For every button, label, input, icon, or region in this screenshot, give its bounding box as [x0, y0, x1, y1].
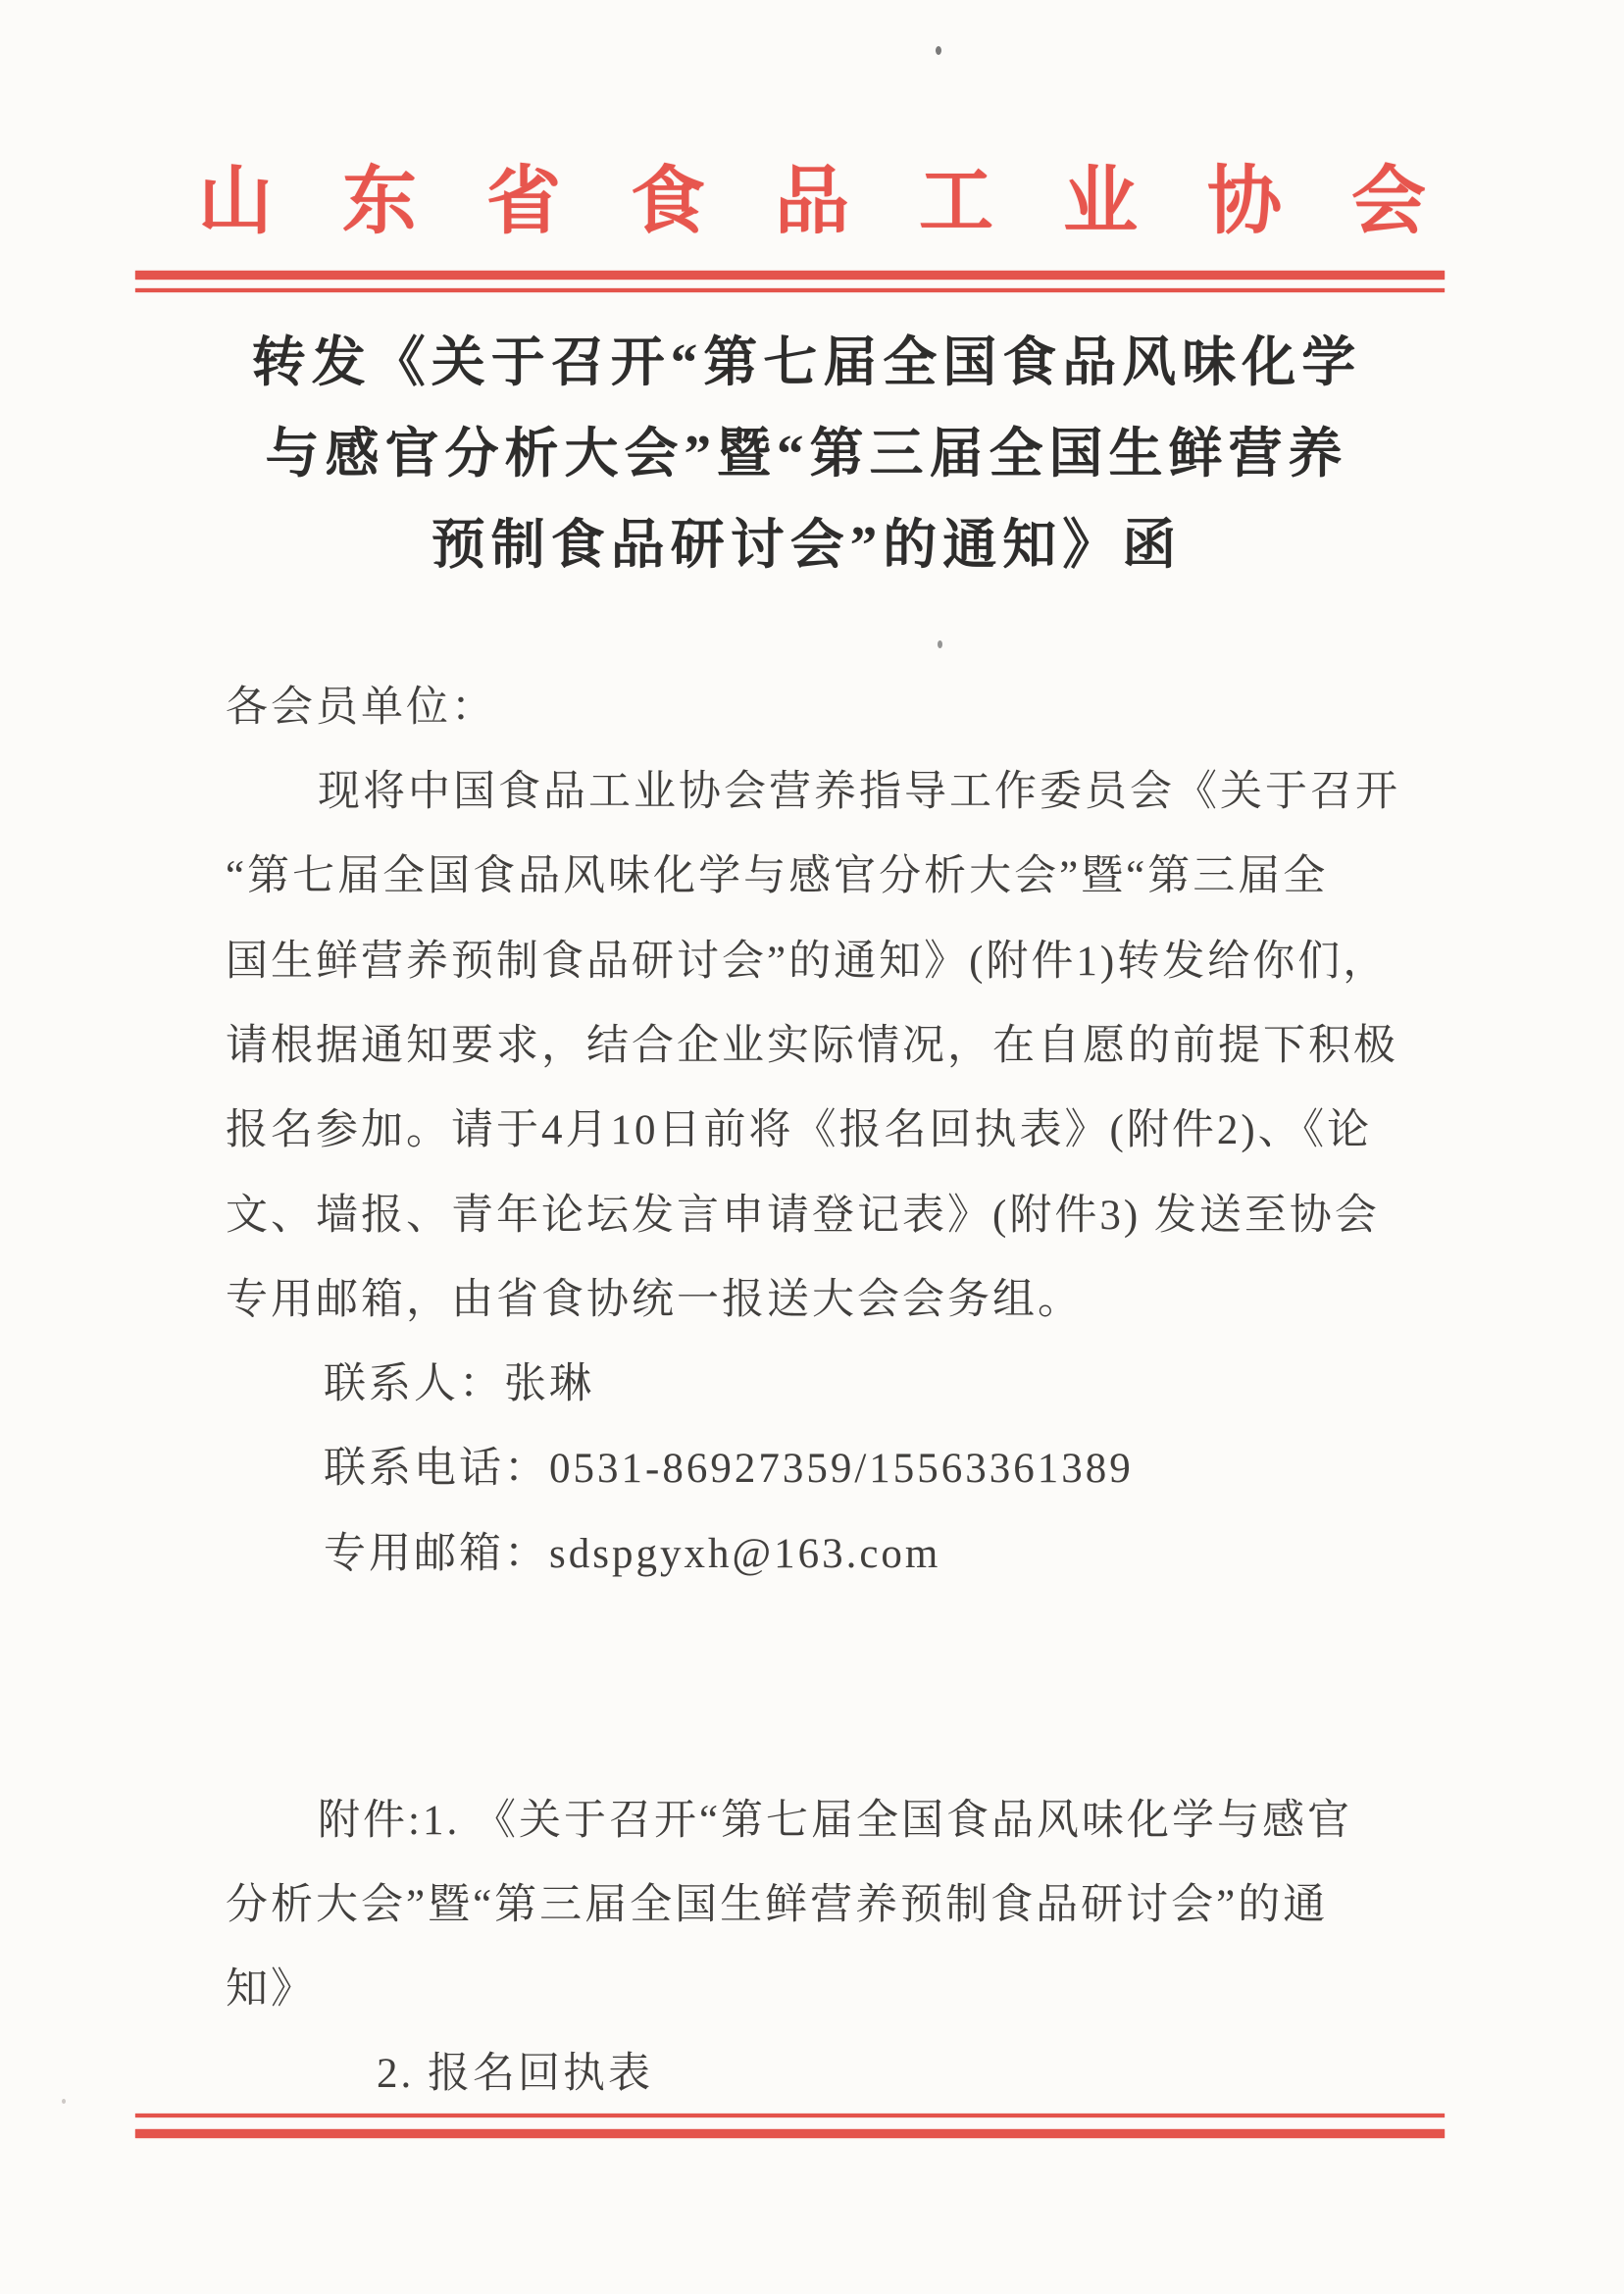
- body-line: 国生鲜营养预制食品研讨会”的通知》(附件1)转发给你们，: [226, 939, 1389, 985]
- doc-title-line-3: 预制食品研讨会”的通知》函: [431, 515, 1183, 575]
- letterhead-rule-thin: [135, 288, 1445, 292]
- letterhead-org-title: 山东省食品工业协会: [198, 161, 1496, 243]
- contact-email: 专用邮箱：sdspgyxh@163.com: [324, 1531, 941, 1577]
- letterhead-rule-thick: [135, 271, 1445, 280]
- scan-speck: [938, 640, 942, 648]
- doc-title-line-1: 转发《关于召开“第七届全国食品风味化学: [251, 332, 1362, 392]
- attachment-line-4: 2. 报名回执表: [377, 2051, 653, 2097]
- scan-speck: [936, 46, 941, 55]
- contact-phone: 联系电话：0531-86927359/15563361389: [324, 1446, 1134, 1492]
- footer-rule-thin: [135, 2114, 1445, 2117]
- salutation: 各会员单位：: [226, 685, 496, 731]
- body-line: 报名参加。请于4月10日前将《报名回执表》(附件2)、《论: [226, 1107, 1373, 1153]
- body-line: 现将中国食品工业协会营养指导工作委员会《关于召开: [318, 769, 1400, 815]
- body-line: 专用邮箱，由省食协统一报送大会会务组。: [226, 1277, 1083, 1323]
- body-line: “第七届全国食品风味化学与感官分析大会”暨“第三届全: [226, 853, 1329, 899]
- body-line: 文、墙报、青年论坛发言申请登记表》(附件3) 发送至协会: [226, 1193, 1380, 1239]
- scan-speck: [62, 2099, 66, 2104]
- body-line: 请根据通知要求，结合企业实际情况，在自愿的前提下积极: [226, 1023, 1398, 1069]
- attachment-line-1: 附件:1. 《关于召开“第七届全国食品风味化学与感官: [318, 1798, 1353, 1844]
- footer-rule-thick: [135, 2129, 1445, 2138]
- doc-title-line-2: 与感官分析大会”暨“第三届全国生鲜营养: [265, 424, 1348, 484]
- contact-person: 联系人：张琳: [324, 1361, 594, 1407]
- attachment-line-2: 分析大会”暨“第三届全国生鲜营养预制食品研讨会”的通: [226, 1882, 1329, 1928]
- attachment-line-3: 知》: [226, 1966, 316, 2013]
